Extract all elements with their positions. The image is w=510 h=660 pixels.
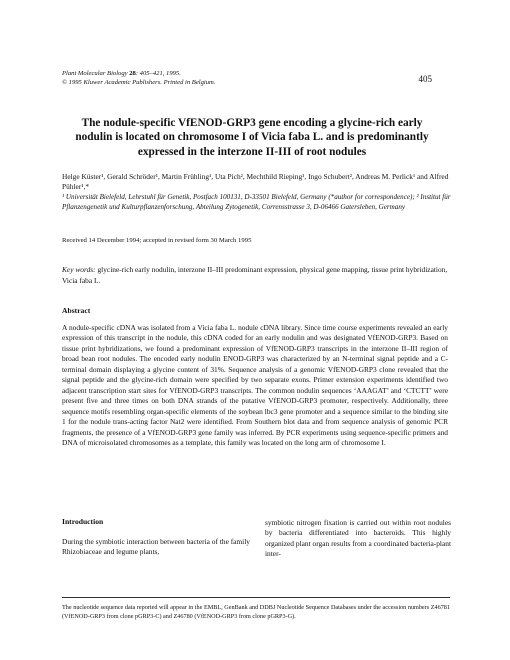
affiliations: ¹ Universität Bielefeld, Lehrstuhl für Genetik, Postfach 100131, D-33501 Bielefeld, Germany (*author for correspondence); ² Institut für Pflanzengenetik und Kulturpflanzenforschung, Abteilung Zytogenetik, Corrensstrasse 3, D-06466 Gatersleben, Germany [62, 193, 451, 212]
keywords [62, 265, 452, 286]
introduction-right-column: symbiotic nitrogen fixation is carried out within root nodules by bacteria differentiated into bacteroids. This highly organized plant organ results from a coordinated bacteria-plant inter- [265, 518, 451, 559]
footnote: The nucleotide sequence data reported will appear in the EMBL, GenBank and DDBJ Nucleotide Sequence Databases under the accession numbers Z46781 (VfENOD-GRP3 from clone pGRP3-C) and Z46780 (VfENOD-GRP3 from clone pGRP3-G). [62, 604, 450, 620]
introduction-heading: Introduction [62, 517, 104, 526]
journal-pages: : 405–421, 1995. [135, 70, 181, 77]
keywords-text: glycine-rich early nodulin, interzone II–III predominant expression, physical gene mapping, tissue print hybridization, Vicia faba L. [62, 265, 448, 285]
journal-name: Plant Molecular Biology [62, 70, 128, 77]
author-list: Helge Küster¹, Gerald Schröder¹, Martin Frühling¹, Uta Pich², Mechthild Rieping¹, Ingo Schubert², Andreas M. Perlick¹ and Alfred Pühler¹,* [62, 172, 449, 192]
copyright-line: © 1995 Kluwer Academic Publishers. Printed in Belgium. [62, 78, 216, 86]
page-number: 405 [418, 74, 432, 84]
keywords-label: Key words: [62, 265, 96, 274]
footnote-divider [62, 597, 450, 598]
paper-title: The nodule-specific VfENOD-GRP3 gene encoding a glycine-rich early nodulin is located on chromosome I of Vicia faba L. and is predominantly expressed in the interzone II-III of root nodules [75, 117, 429, 158]
abstract-heading: Abstract [62, 306, 91, 315]
journal-volume: 28 [129, 70, 136, 77]
received-date: Received 14 December 1994; accepted in revised form 30 March 1995 [62, 237, 252, 244]
abstract-body: A nodule-specific cDNA was isolated from a Vicia faba L. nodule cDNA library. Since time course experiments revealed an early expression of this transcript in the nodule, this cDNA coded for an early nodulin and was designated VfENOD-GRP3. Based on tissue print hybridizations, we found a predominant expression of VfENOD-GRP3 transcripts in the interzone II–III region of broad bean root nodules. The encoded early nodulin ENOD-GRP3 was characterized by an N-terminal signal peptide and a C-terminal domain displaying a glycine content of 31%. Sequence analysis of a genomic VfENOD-GRP3 clone revealed that the signal peptide and the glycine-rich domain were specified by two separate exons. Primer extension experiments identified two adjacent transcription start sites for VfENOD-GRP3 transcripts. The common nodulin sequences ‘AAAGAT’ and ‘CTCTT’ were present five and three times on both DNA strands of the putative VfENOD-GRP3 promoter, respectively. Additionally, three sequence motifs resembling organ-specific elements of the soybean lbc3 gene promoter and a sequence similar to the binding site 1 for the nodule trans-acting factor Nat2 were identified. From Southern blot data and from sequence analysis of genomic PCR fragments, the presence of a VfENOD-GRP3 gene family was inferred. By PCR experiments using sequence-specific primers and DNA of microisolated chromosomes as a template, this family was located on the long arm of chromosome I. [62, 323, 448, 447]
introduction-left-column: During the symbiotic interaction between bacteria of the family Rhizobiaceae and legume plants, [62, 537, 250, 557]
journal-citation [62, 70, 215, 87]
